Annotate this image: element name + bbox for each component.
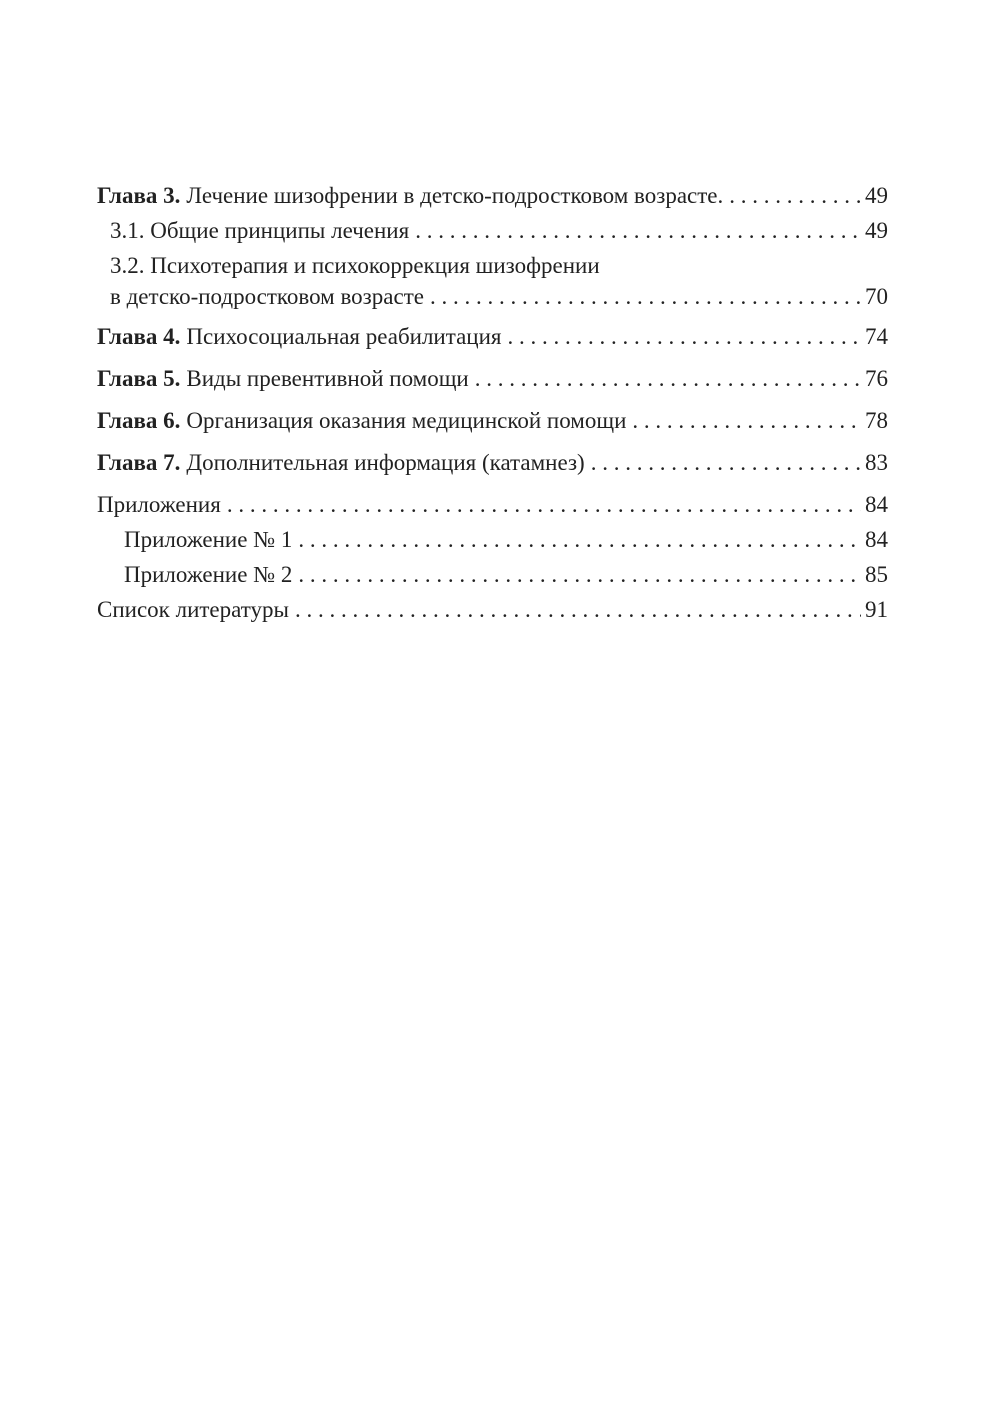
page-number: 49	[865, 183, 888, 208]
entry-title: Список литературы	[97, 597, 289, 622]
page-number: 85	[865, 562, 888, 587]
toc-entry-chapter-5[interactable]	[97, 361, 888, 396]
page-number: 84	[865, 492, 888, 517]
toc-entry-chapter-3[interactable]	[97, 178, 888, 213]
dot-leader	[475, 361, 861, 396]
entry-title-line2: в детско-подростковом возрасте	[110, 284, 424, 309]
toc-entry-section-3-1[interactable]	[97, 213, 888, 248]
dot-leader	[415, 213, 861, 248]
dot-leader	[298, 522, 861, 557]
dot-leader	[227, 487, 861, 522]
toc-entry-section-3-2[interactable]	[97, 250, 888, 312]
dot-leader	[507, 319, 861, 354]
page-number: 70	[865, 284, 888, 309]
page-number: 49	[865, 218, 888, 243]
page-number: 74	[865, 324, 888, 349]
dot-leader	[632, 403, 861, 438]
chapter-number: Глава 7.	[97, 450, 181, 475]
chapter-number: Глава 3.	[97, 183, 181, 208]
dot-leader	[729, 178, 861, 213]
entry-title: Организация оказания медицинской помощи	[186, 408, 627, 433]
entry-title: Лечение шизофрении в детско-подростковом возрасте.	[186, 183, 724, 208]
toc-entry-chapter-4[interactable]	[97, 319, 888, 354]
entry-title: Психосоциальная реабилитация	[186, 324, 502, 349]
page-number: 83	[865, 450, 888, 475]
dot-leader	[430, 281, 861, 312]
chapter-number: Глава 5.	[97, 366, 181, 391]
dot-leader	[298, 557, 861, 592]
toc-entry-chapter-7[interactable]	[97, 445, 888, 480]
page-number: 78	[865, 408, 888, 433]
entry-title: Приложения	[97, 492, 221, 517]
table-of-contents	[97, 178, 888, 627]
toc-entry-references[interactable]	[97, 592, 888, 627]
chapter-number: Глава 4.	[97, 324, 181, 349]
entry-title: Виды превентивной помощи	[186, 366, 469, 391]
toc-entry-chapter-6[interactable]	[97, 403, 888, 438]
dot-leader	[295, 592, 861, 627]
entry-title: Приложение № 1	[124, 527, 293, 552]
page-number: 91	[865, 597, 888, 622]
entry-title-line1: 3.2. Психотерапия и психокоррекция шизофрении	[110, 253, 600, 278]
page-number: 84	[865, 527, 888, 552]
entry-title: 3.1. Общие принципы лечения	[110, 218, 410, 243]
entry-title: Дополнительная информация (катамнез)	[186, 450, 585, 475]
page-number: 76	[865, 366, 888, 391]
entry-title: Приложение № 2	[124, 562, 293, 587]
chapter-number: Глава 6.	[97, 408, 181, 433]
toc-entry-appendix-2[interactable]	[97, 557, 888, 592]
toc-entry-appendix-1[interactable]	[97, 522, 888, 557]
toc-entry-appendices[interactable]	[97, 487, 888, 522]
dot-leader	[591, 445, 861, 480]
